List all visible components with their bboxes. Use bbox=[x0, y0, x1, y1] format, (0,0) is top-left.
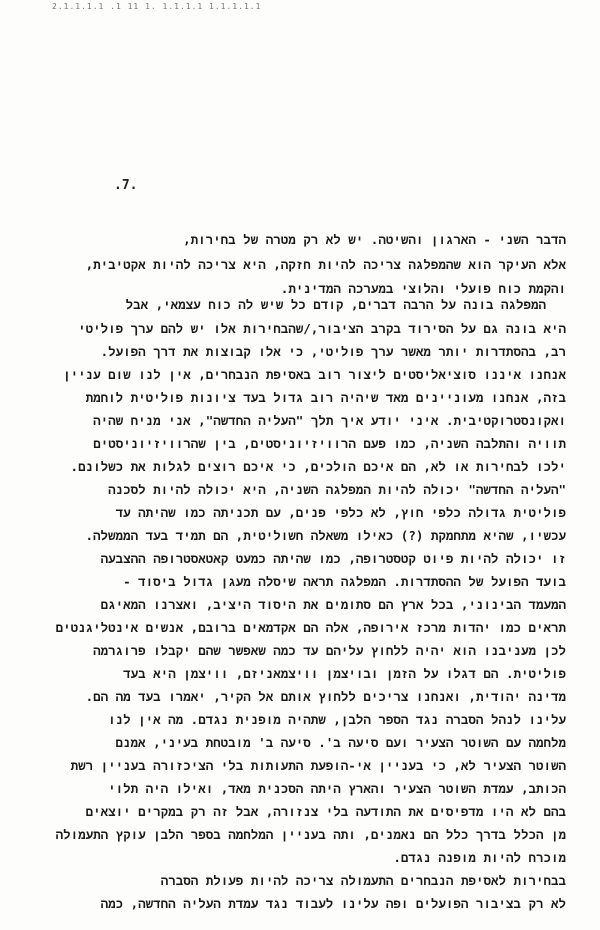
text-line: והקמת כוח פועלי והלוצי במערכה המדינית. bbox=[280, 281, 566, 296]
text-line: מדינה יהודית, ואנחנו צריכים ללחוץ אותם אל הקיר, יאמרו בעד מה הם. bbox=[85, 689, 566, 704]
text-line: לא רק בציבור הפועלים ופה עלינו לעבוד נגד עמדת העליה החדשה, כמה bbox=[100, 896, 566, 911]
text-line: המעמד הבינוני, בכל ארץ הם סתומים את היסוד היציב, ואצרנו המאיגם bbox=[100, 597, 566, 612]
text-line: המפלגה בונה על הרבה דברים, קודם כל שיש לה כוח עצמאי, אבל bbox=[125, 297, 546, 312]
text-line: בועד הפועל של ההסתדרות. המפלגה תראה שיסלה מעגן גדול ביסוד - bbox=[123, 574, 566, 589]
text-line: עלינו לנהל הסברה נגד הספר הלבן, שתהיה מופנית נגדם. מה אין לנו bbox=[108, 712, 566, 727]
text-line: הכותב, עמדת השוטר הצעיר והארץ היתה הסכנית מאד, ואילו היה תלוי bbox=[108, 781, 566, 796]
text-line: היא בונה גם על הסירוד בקרב הציבור,/שהבחירות אלו יש להם ערך פוליטי bbox=[78, 321, 566, 336]
text-line: מן הכלל בדרך כלל הם נאמנים, ותה בעניין המלחמה בספר הלבן עוקץ התעמולה bbox=[55, 827, 566, 842]
page-number: .7. bbox=[114, 178, 138, 193]
text-line: אלא העיקר הוא שהמפלגה צריכה להיות חזקה, היא צריכה להיות אקטיבית, bbox=[85, 257, 566, 272]
text-line: הדבר השני - הארגון והשיטה. יש לא רק מטרה של בחירות, bbox=[183, 232, 566, 247]
text-line: זו יכולה להיות פיוט קטסטרופה, כמו שהיתה כמעט קאטאסטרופה ההצבעה bbox=[100, 551, 566, 566]
text-line: תראים כמו יהדות מרכז אירופה, אלה הם אקדמאים ברובם, אנשים אינטליגנטים bbox=[55, 620, 566, 635]
text-line: ואקונסטרוקטיבית. איני יודע איך תלך "העליה החדשה", אני מניח שהיה bbox=[93, 413, 566, 428]
text-line: פוליטית. הם דגלו על הזמן ובויצמן וויצמאניזם, וויצמן היא בעד bbox=[123, 666, 566, 681]
text-line: בהם לא היו מדפיסים את התודעה בלי צנזורה, אבל זה רק במקרים יוצאים bbox=[85, 804, 566, 819]
text-line: פוליטית גדולה כלפי חוץ, לא כלפי פנים, עם תכניתה כמו שהיתה עד bbox=[115, 505, 566, 520]
header-marks: 2.1.1.1.1 .1 11 1. 1.1.1.1 1.1.1.1.1 bbox=[52, 2, 262, 11]
text-line: השוטר הצעיר לא, כי בעניין אי-הופעת התעותות בלי הציכזורה בעניין רשת bbox=[70, 758, 566, 773]
text-line: בבחירות לאסיפת הנבחרים התעמולה צריכה להיות פעולת הסברה bbox=[160, 873, 566, 888]
text-line: לכן מעניבנו הוא יהיה ללחוץ עליהם עד כמה שאפשר שהם יקבלו פרוגרמה bbox=[93, 643, 566, 658]
text-line: מוכרח להיות מופנה נגדם. bbox=[393, 850, 566, 865]
text-line: עכשיו, שהיא מתחמקת (?) כאילו משאלה חשוליטית, הם תמיד בעד הממשלה. bbox=[85, 528, 566, 543]
text-line: מלחמה עם השוטר הצעיר ועם סיעה ב'. סיעה ב' מובטחת בעיני, אמנם bbox=[115, 735, 566, 750]
text-line: "העליה החדשה" יכולה להיות המפלגה השניה, היא יכולה להיות לסכנה bbox=[108, 482, 566, 497]
text-line: תוויה והתלבה השניה, כמו פעם הרוויזיוניסטים, בין שהרוויזיוניסטים bbox=[93, 436, 566, 451]
text-line: ילכו לבחירות או לא, הם איכם הולכים, כי איכם רוצים לגלות את כשלונם. bbox=[70, 459, 566, 474]
text-line: בזה, אנחנו מעוניינים מאד שיהיה רוב גדול בעד ציונות פוליטית לוחמת bbox=[85, 390, 566, 405]
text-line: אנחנו איננו סוציאליסטים ליצור רוב באסיפת הנבחרים, אין לנו שום עניין bbox=[63, 367, 566, 382]
text-line: רב, בהסתדרות יותר מאשר ערך פוליטי, כי אלו קבוצות את דרך הפועל. bbox=[100, 344, 566, 359]
